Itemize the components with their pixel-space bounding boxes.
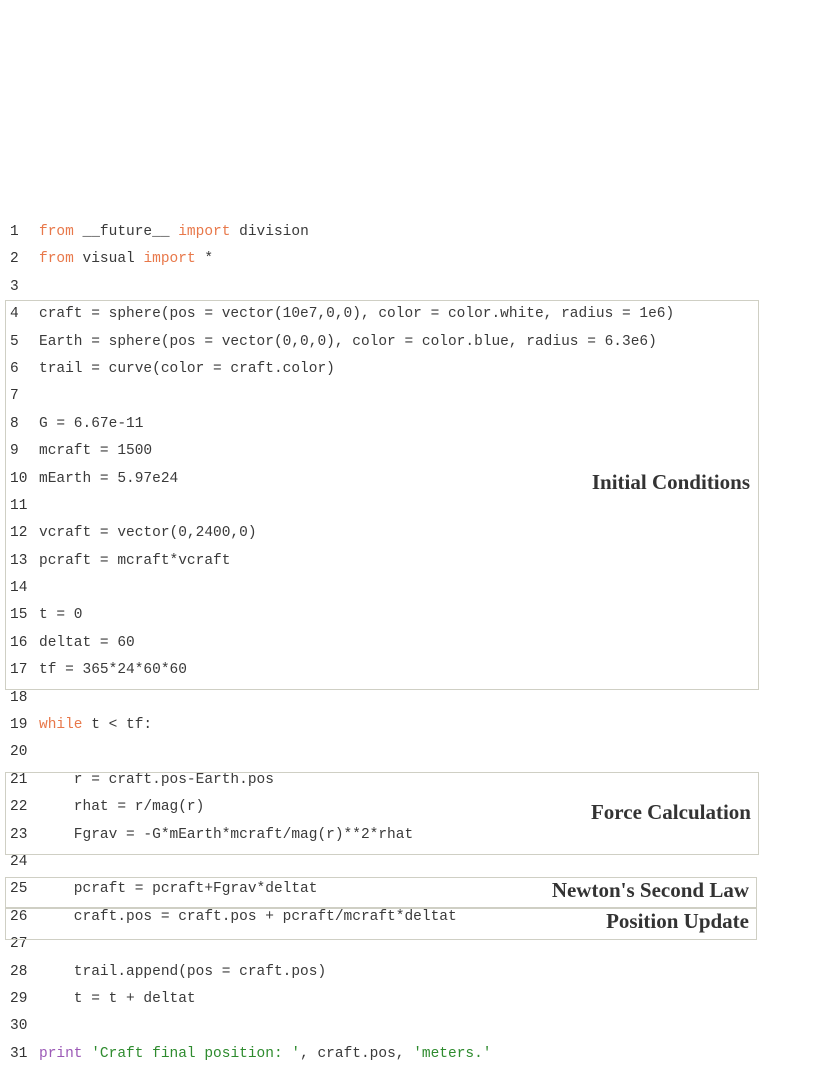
keyword: print [39,1045,83,1062]
line-number: 31 [10,1045,28,1062]
code-text: mcraft = 1500 [39,443,153,460]
keyword: import [178,224,231,240]
line-number: 1 [10,224,19,240]
keyword: from [39,251,74,268]
string-literal: 'Craft final position: ' [91,1045,301,1062]
line-number: 27 [10,936,28,953]
code-line [10,1041,810,1068]
line-number: 6 [10,360,19,377]
code-text: pcraft = mcraft*vcraft [39,552,231,569]
code-text: rhat = r/mag(r) [39,799,205,816]
code-listing [10,219,810,1068]
line-number: 14 [10,580,28,597]
code-text: t = t + deltat [39,990,196,1007]
line-number: 25 [10,881,28,898]
code-line [10,602,810,629]
code-text [83,1046,92,1062]
line-number: 23 [10,826,28,843]
line-number: 13 [10,552,28,569]
line-number: 22 [10,799,28,816]
code-text: t < tf: [82,717,153,734]
keyword: import [143,251,196,268]
force-calculation-label: Force Calculation [590,800,751,824]
line-number: 11 [10,497,28,514]
code-text: Earth = sphere(pos = vector(0,0,0), color = color.blue, radius = 6.3e6) [39,333,657,350]
code-text: mEarth = 5.97e24 [39,470,179,487]
code-line [10,685,810,712]
code-text: Fgrav = -G*mEarth*mcraft/mag(r)**2*rhat [39,826,414,843]
code-line [10,356,810,383]
code-line [10,493,810,520]
code-text: deltat = 60 [39,634,135,651]
code-line [10,301,810,328]
code-line [10,712,810,739]
code-text: trail.append(pos = craft.pos) [39,963,327,980]
code-line [10,575,810,602]
code-text: r = craft.pos-Earth.pos [39,771,274,788]
position-update-label: Position Update [606,909,749,933]
line-number: 8 [10,415,19,432]
keyword: while [39,717,83,734]
code-line [10,986,810,1013]
initial-conditions-label: Initial Conditions [591,470,750,494]
code-line [10,548,810,575]
code-text: craft = sphere(pos = vector(10e7,0,0), color = color.white, radius = 1e6) [39,306,675,323]
newtons-second-law-label: Newton's Second Law [551,878,749,902]
code-line [10,931,810,958]
code-line [10,520,810,547]
code-line [10,739,810,766]
code-line [10,274,810,301]
line-number: 18 [10,689,28,706]
code-line [10,411,810,438]
line-number: 9 [10,443,19,460]
line-number: 7 [10,388,19,405]
line-number: 29 [10,990,28,1007]
line-number: 28 [10,963,28,980]
code-line [10,767,810,794]
string-literal: 'meters.' [413,1045,492,1062]
line-number: 4 [10,306,19,323]
code-line [10,246,810,273]
line-number: 16 [10,634,28,651]
code-text: G = 6.67e-11 [39,415,144,432]
line-number: 15 [10,607,28,624]
code-text: vcraft = vector(0,2400,0) [39,525,257,542]
code-text: , craft.pos, [300,1045,414,1062]
code-text: trail = curve(color = craft.color) [39,360,335,377]
line-number: 12 [10,525,28,542]
line-number: 26 [10,908,28,925]
code-line [10,383,810,410]
code-line [10,329,810,356]
code-text: craft.pos = craft.pos + pcraft/mcraft*deltat [39,908,457,925]
code-text: division [230,224,309,240]
line-number: 3 [10,278,19,295]
line-number: 19 [10,717,28,734]
line-number: 20 [10,744,28,761]
code-line [10,959,810,986]
code-line [10,657,810,684]
line-number: 30 [10,1018,28,1035]
code-line [10,438,810,465]
line-number: 2 [10,251,19,268]
code-line [10,822,810,849]
code-text: t = 0 [39,607,83,624]
keyword: from [39,224,74,240]
line-number: 24 [10,853,28,870]
code-line [10,630,810,657]
code-text: tf = 365*24*60*60 [39,662,187,679]
line-number: 21 [10,771,28,788]
line-number: 5 [10,333,19,350]
code-text: * [195,251,214,268]
code-text: pcraft = pcraft+Fgrav*deltat [39,881,318,898]
line-number: 10 [10,470,28,487]
code-text: __future__ [73,224,179,240]
code-line [10,1013,810,1040]
line-number: 17 [10,662,28,679]
code-text: visual [73,251,144,268]
code-line [10,219,810,246]
code-line [10,849,810,876]
